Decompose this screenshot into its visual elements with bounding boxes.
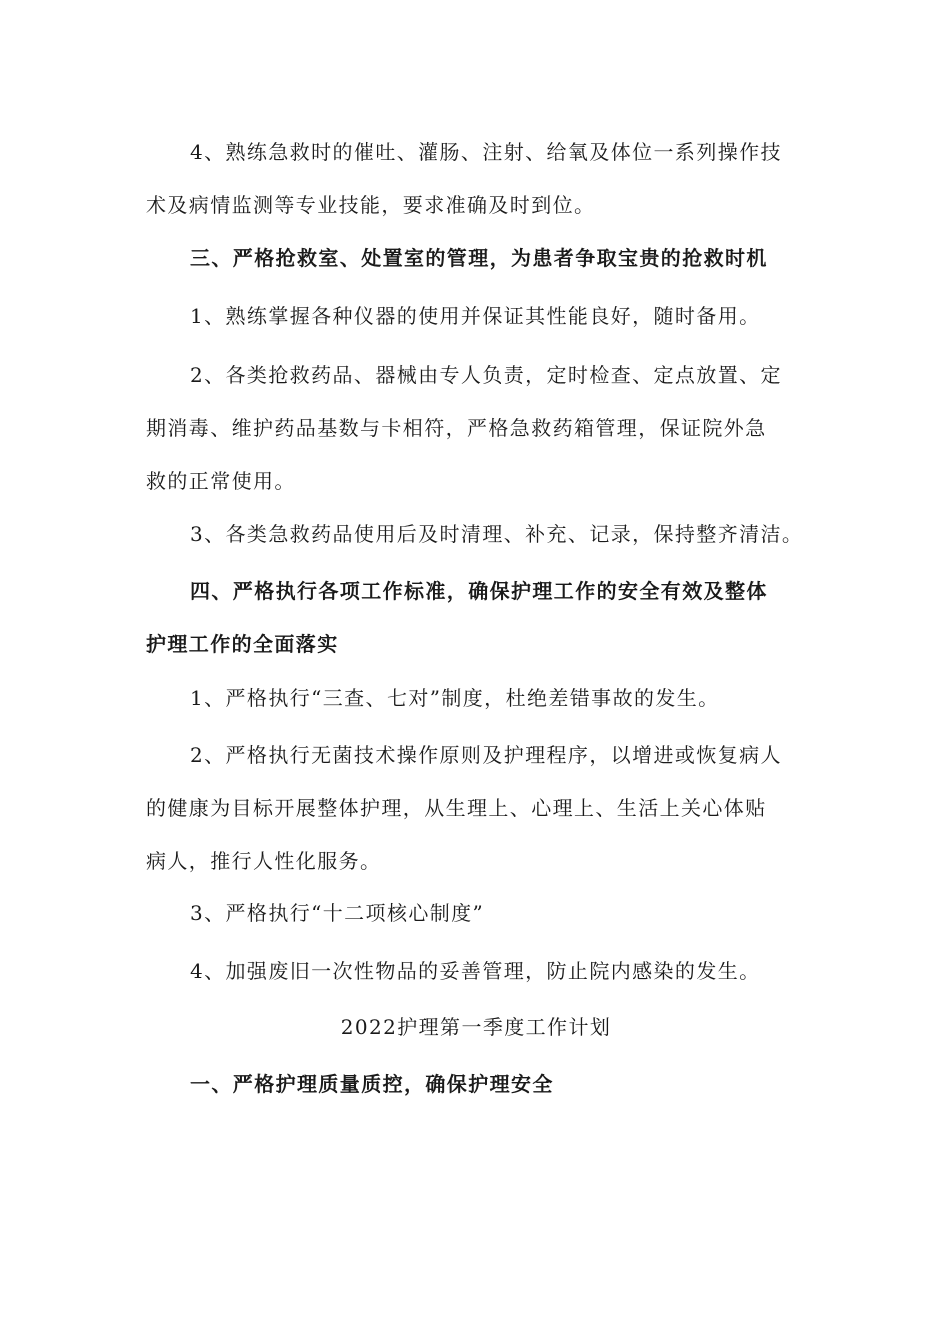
heading-text: 一、严格护理质量质控，确保护理安全	[190, 1072, 554, 1096]
text-line: 1、熟练掌握各种仪器的使用并保证其性能良好，随时备用。	[190, 304, 761, 328]
heading-text: 三、严格抢救室、处置室的管理，为患者争取宝贵的抢救时机	[190, 246, 768, 270]
text-line: 4、熟练急救时的催吐、灌肠、注射、给氧及体位一系列操作技	[190, 140, 782, 164]
paragraph-item-3	[146, 508, 816, 561]
paragraph-item-4	[146, 945, 816, 998]
text-line: 术及病情监测等专业技能，要求准确及时到位。	[146, 193, 596, 217]
paragraph-item-2	[146, 729, 816, 888]
text-line: 2、各类抢救药品、器械由专人负责，定时检查、定点放置、定	[190, 363, 782, 387]
heading-text: 四、严格执行各项工作标准，确保护理工作的安全有效及整体	[190, 579, 768, 603]
text-line: 期消毒、维护药品基数与卡相符，严格急救药箱管理，保证院外急	[146, 416, 767, 440]
paragraph-item-2	[146, 349, 816, 508]
paragraph-item-1	[146, 290, 816, 343]
text-line: 3、严格执行“十二项核心制度”	[190, 901, 485, 925]
paragraph-item-1	[146, 672, 816, 725]
paragraph-item-3	[146, 887, 816, 940]
section-heading-3	[146, 232, 816, 285]
section-heading-1	[146, 1058, 816, 1111]
text-line: 4、加强废旧一次性物品的妥善管理，防止院内感染的发生。	[190, 959, 761, 983]
text-line: 救的正常使用。	[146, 469, 296, 493]
text-line: 3、各类急救药品使用后及时清理、补充、记录，保持整齐清洁。	[190, 522, 804, 546]
heading-text: 护理工作的全面落实	[146, 632, 339, 656]
paragraph-emergency-skills	[146, 126, 816, 232]
section-heading-4	[146, 565, 816, 671]
text-line: 病人，推行人性化服务。	[146, 849, 382, 873]
document-title	[146, 1001, 806, 1054]
text-line: 2、严格执行无菌技术操作原则及护理程序，以增进或恢复病人	[190, 743, 782, 767]
text-line: 1、严格执行“三查、七对”制度，杜绝差错事故的发生。	[190, 686, 720, 710]
text-line: 的健康为目标开展整体护理，从生理上、心理上、生活上关心体贴	[146, 796, 767, 820]
title-text: 2022护理第一季度工作计划	[340, 1015, 612, 1039]
